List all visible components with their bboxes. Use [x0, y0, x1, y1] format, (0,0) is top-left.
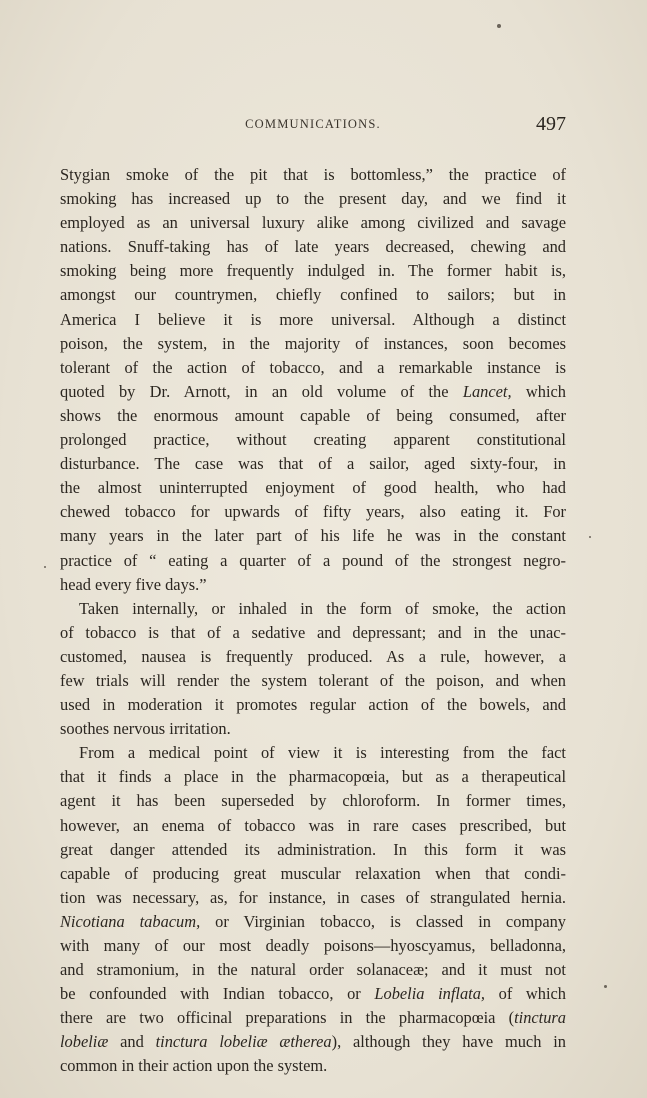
- text-line: Stygian smoke of the pit that is bottomless,” the practice of: [60, 165, 566, 184]
- text-line: From a medical point of view it is interesting from the fact: [79, 743, 566, 763]
- text-line: nations. Snuff-taking has of late years decreased, chewing and: [60, 237, 566, 257]
- text-line: quoted by Dr. Arnott, in an old volume of the Lancet, which: [60, 381, 566, 401]
- text-line: however, an enema of tobacco was in rare cases prescribed, but: [60, 815, 566, 835]
- text-line: there are two officinal preparations in the pharmacopœia (tinctura: [60, 1008, 566, 1028]
- text-line: Taken internally, or inhaled in the form of smoke, the action: [79, 598, 566, 618]
- italic-text: Lancet,: [462, 381, 512, 401]
- text-line: shows the enormous amount capable of being consumed, after: [60, 405, 566, 425]
- italic-text: lobeliæ: [60, 1032, 109, 1052]
- ink-speck: [44, 566, 46, 568]
- italic-text: Nicotiana tabacum,: [60, 911, 201, 931]
- page-number: 497: [536, 113, 566, 135]
- italic-text: tinctura lobeliæ ætherea: [155, 1032, 332, 1052]
- text-line: employed as an universal luxury alike among civilized and savage: [60, 213, 566, 233]
- text-line: great danger attended its administration. In this form it was: [60, 839, 566, 859]
- text-line: many years in the later part of his life he was in the constant: [60, 526, 566, 546]
- text-line: head every five days.”: [60, 574, 207, 594]
- text-line: poison, the system, in the majority of instances, soon becomes: [60, 333, 566, 353]
- text-line: smoking has increased up to the present day, and we find it: [60, 189, 566, 209]
- text-line: smoking being more frequently indulged in. The former habit is,: [60, 261, 566, 281]
- text-line: lobeliæ and tinctura lobeliæ ætherea), although they have much in: [60, 1032, 566, 1052]
- text-line: customed, nausea is frequently produced. As a rule, however, a: [60, 646, 566, 666]
- text-line: tion was necessary, as, for instance, in cases of strangulated hernia.: [60, 887, 566, 907]
- ink-speck: [497, 24, 501, 28]
- text-line: chewed tobacco for upwards of fifty years, also eating it. For: [60, 502, 566, 522]
- text-line: disturbance. The case was that of a sailor, aged sixty-four, in: [60, 454, 566, 474]
- running-head: COMMUNICATIONS.: [245, 117, 381, 131]
- italic-text: tinctura: [514, 1008, 566, 1028]
- text-line: agent it has been superseded by chloroform. In former times,: [60, 791, 566, 811]
- italic-text: Lobelia inflata,: [374, 984, 486, 1004]
- text-line: that it finds a place in the pharmacopœia, but as a therapeutical: [60, 767, 566, 787]
- text-line: few trials will render the system tolerant of the poison, and when: [60, 670, 566, 690]
- text-line: used in moderation it promotes regular action of the bowels, and: [60, 695, 566, 715]
- ink-speck: [604, 985, 607, 988]
- text-line: practice of “ eating a quarter of a pound of the strongest negro-: [60, 550, 566, 570]
- text-line: common in their action upon the system.: [60, 1056, 328, 1076]
- text-line: America I believe it is more universal. Although a distinct: [60, 309, 566, 329]
- text-line: Nicotiana tabacum, or Virginian tobacco, is classed in company: [60, 911, 567, 931]
- ink-speck: [589, 536, 591, 538]
- text-line: prolonged practice, without creating apparent constitutional: [60, 430, 566, 450]
- text-line: be confounded with Indian tobacco, or Lobelia inflata, of which: [60, 984, 566, 1004]
- page-header: [60, 113, 566, 137]
- text-line: soothes nervous irritation.: [60, 719, 231, 739]
- text-line: the almost uninterrupted enjoyment of good health, who had: [60, 478, 566, 498]
- text-line: with many of our most deadly poisons—hyoscyamus, belladonna,: [60, 936, 566, 955]
- text-line: and stramonium, in the natural order solanaceæ; and it must not: [60, 960, 566, 980]
- text-line: of tobacco is that of a sedative and depressant; and in the unac-: [60, 622, 566, 642]
- text-line: tolerant of the action of tobacco, and a remarkable instance is: [60, 357, 566, 377]
- text-line: amongst our countrymen, chiefly confined to sailors; but in: [60, 285, 566, 305]
- text-line: capable of producing great muscular relaxation when that condi-: [60, 863, 566, 883]
- body-text: [60, 163, 566, 1079]
